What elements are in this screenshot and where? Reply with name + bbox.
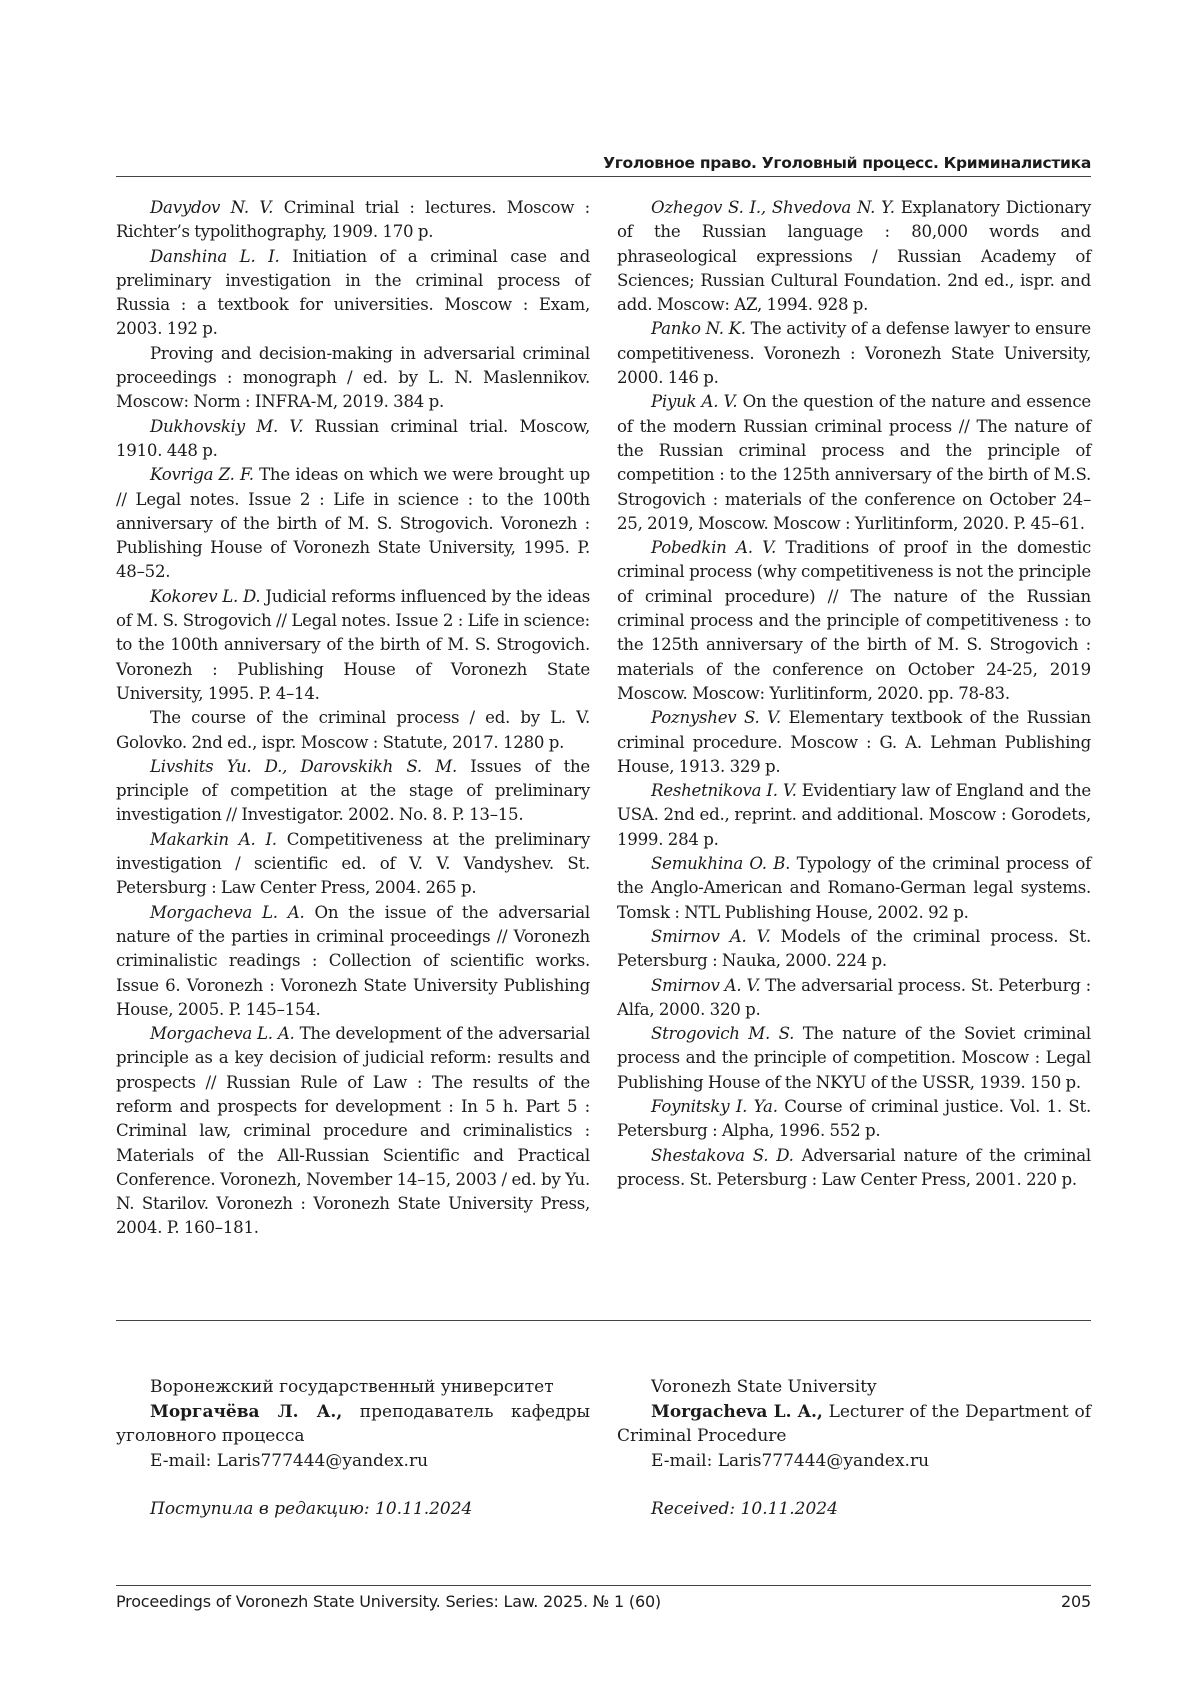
author-info [617, 1400, 1091, 1449]
affiliation-russian [116, 1375, 590, 1522]
reference-author: Morgacheva L. A. [150, 902, 305, 922]
reference-item [617, 1022, 1091, 1095]
author-position: Lecturer of the Department of Criminal Procedure [617, 1401, 1092, 1446]
reference-text: Traditions of proof in the domestic criminal process (why competitiveness is not the principle of criminal procedure) // The nature of the Russian criminal process and the principle of competitiveness : to the 125th anniversary of the birth of M. S. Strogovich : materials of the conference on October 24-25, 2019 Moscow. Moscow: Yurlitinform, 2020. pp. 78-83. [617, 538, 1091, 703]
reference-item [116, 706, 590, 755]
section-divider [116, 1320, 1091, 1321]
reference-item [617, 852, 1091, 925]
reference-text: The course of the criminal process / ed. by L. V. Golovko. 2nd ed., ispr. Moscow : Statute, 2017. 1280 p. [116, 708, 590, 752]
reference-text: Russian criminal trial. Moscow, 1910. 448 p. [116, 416, 590, 460]
reference-author: Dukhovskiy M. V. [150, 416, 304, 436]
reference-author: Poznyshev S. V. [651, 708, 781, 728]
university-name: Воронежский государственный университет [150, 1377, 554, 1397]
reference-text: Initiation of a criminal case and preliminary investigation in the criminal process of Russia : a textbook for universities. Moscow : Exam, 2003. 192 p. [116, 246, 590, 339]
reference-item [116, 1022, 590, 1241]
reference-text: Course of criminal justice. Vol. 1. St. Petersburg : Alpha, 1996. 552 p. [617, 1096, 1091, 1141]
reference-text: Issues of the principle of competition at the stage of preliminary investigation // Investigator. 2002. No. 8. P. 13–15. [116, 756, 590, 825]
reference-item [116, 828, 590, 901]
reference-author: Smirnov A. V. [651, 975, 761, 995]
reference-author: Piyuk A. V. [651, 392, 738, 412]
reference-text: The nature of the Soviet criminal process and the principle of competition. Moscow : Legal Publishing House of the NKYU of the USSR, 1939. 150 p. [617, 1024, 1091, 1092]
reference-text: Evidentiary law of England and the USA. 2nd ed., reprint. and additional. Moscow : Gorodets, 1999. 284 p. [617, 781, 1091, 849]
running-head: Уголовное право. Уголовный процесс. Криминалистика [116, 154, 1091, 177]
reference-item [617, 779, 1091, 852]
reference-text: The ideas on which we were brought up // Legal notes. Issue 2 : Life in science : to the 100th anniversary of the birth of M. S. Strogovich. Voronezh : Publishing House of Voronezh State University, 1995. P. 48–52. [116, 465, 590, 582]
journal-title: Proceedings of Voronezh State University. Series: Law. 2025. № 1 (60) [116, 1592, 661, 1611]
reference-author: Foynitsky I. Ya. [651, 1096, 778, 1116]
reference-item [617, 1144, 1091, 1193]
reference-text: The adversarial process. St. Peterburg : Alfa, 2000. 320 p. [617, 975, 1091, 1019]
reference-item [617, 706, 1091, 779]
author-affiliation [116, 1375, 1091, 1522]
reference-author: Kovriga Z. F. [150, 465, 254, 485]
reference-text: Elementary textbook of the Russian criminal procedure. Moscow : G. A. Lehman Publishing House, 1913. 329 p. [617, 708, 1091, 776]
reference-item [617, 317, 1091, 390]
reference-item [116, 755, 590, 828]
reference-item [617, 196, 1091, 317]
university-name: Voronezh State University [651, 1377, 877, 1397]
reference-author: Panko N. K. [651, 319, 746, 339]
author-position: преподаватель кафедры уголовного процесса [116, 1401, 590, 1446]
reference-text: On the issue of the adversarial nature of the parties in criminal proceedings // Voronezh criminalistic readings : Collection of scientific works. Issue 6. Voronezh : Voronezh State University Publishing House, 2005. P. 145–154. [116, 902, 590, 1019]
author-name: Morgacheva L. A., [651, 1401, 823, 1422]
author-email: E-mail: Laris777444@yandex.ru [150, 1450, 429, 1471]
reference-item [116, 415, 590, 464]
reference-text: The activity of a defense lawyer to ensure competitiveness. Voronezh : Voronezh State University, 2000. 146 p. [617, 319, 1091, 388]
reference-author: Semukhina O. B. [651, 854, 791, 874]
reference-author: Pobedkin A. V. [651, 538, 777, 558]
reference-author: Livshits Yu. D., Darovskikh S. M. [150, 756, 457, 776]
references [116, 196, 1091, 1241]
reference-text: Criminal trial : lectures. Moscow : Richter’s typolithography, 1909. 170 p. [116, 198, 590, 242]
reference-author: Reshetnikova I. V. [651, 781, 797, 801]
reference-text: Explanatory Dictionary of the Russian language : 80,000 words and phraseological expressions / Russian Academy of Sciences; Russian Cultural Foundation. 2nd ed., ispr. and add. Moscow: AZ, 1994. 928 p. [617, 198, 1091, 315]
affiliation-english [617, 1375, 1091, 1522]
reference-item [617, 974, 1091, 1023]
reference-author: Kokorev L. D. [150, 586, 261, 606]
reference-item [617, 1095, 1091, 1144]
page-footer [116, 1585, 1091, 1611]
reference-item [617, 925, 1091, 974]
reference-author: Ozhegov S. I., Shvedova N. Y. [651, 198, 895, 217]
page-number: 205 [1061, 1592, 1091, 1611]
reference-text: The development of the adversarial principle as a key decision of judicial reform: results and prospects // Russian Rule of Law : The results of the reform and prospects for development : In 5 h. Part 5 : Criminal law, criminal procedure and criminalistics : Materials of the All-Russian Scientific and Practical Conference. Voronezh, November 14–15, 2003 / ed. by Yu. N. Starilov. Voronezh : Voronezh State University Press, 2004. P. 160–181. [116, 1024, 590, 1238]
reference-item [116, 196, 590, 245]
author-name: Моргачёва Л. А., [150, 1401, 343, 1422]
reference-text: Competitiveness at the preliminary investigation / scientific ed. of V. V. Vandyshev. St. Petersburg : Law Center Press, 2004. 265 p. [116, 829, 590, 898]
reference-text: On the question of the nature and essence of the modern Russian criminal process // The nature of the Russian criminal process and the principle of competition : to the 125th anniversary of the birth of M.S. Strogovich : materials of the conference on October 24–25, 2019, Moscow. Moscow : Yurlitinform, 2020. P. 45–61. [617, 392, 1091, 533]
reference-item [116, 585, 590, 706]
reference-item [617, 390, 1091, 536]
reference-item [116, 901, 590, 1022]
reference-author: Shestakova S. D. [651, 1145, 794, 1165]
reference-author: Danshina L. I. [150, 246, 280, 266]
author-email: E-mail: Laris777444@yandex.ru [651, 1450, 930, 1471]
reference-author: Davydov N. V. [150, 198, 274, 217]
reference-author: Smirnov A. V. [651, 926, 771, 946]
references-left-column [116, 196, 590, 1241]
reference-item [617, 536, 1091, 706]
references-right-column [617, 196, 1091, 1241]
received-date: Received: 10.11.2024 [651, 1499, 838, 1519]
reference-item [116, 463, 590, 584]
reference-author: Strogovich M. S. [651, 1024, 795, 1044]
received-date: Поступила в редакцию: 10.11.2024 [150, 1499, 473, 1519]
reference-author: Makarkin A. I. [150, 829, 277, 849]
reference-author: Morgacheva L. A. [150, 1024, 295, 1044]
reference-text: Proving and decision-making in adversarial criminal proceedings : monograph / ed. by L. N. Maslennikov. Moscow: Norm : INFRA-M, 2019. 384 p. [116, 343, 590, 412]
reference-text: Judicial reforms influenced by the ideas of M. S. Strogovich // Legal notes. Issue 2 : Life in science: to the 100th anniversary of the birth of M. S. Strogovich. Voronezh : Publishing House of Voronezh State University, 1995. P. 4–14. [116, 586, 590, 703]
reference-item [116, 245, 590, 342]
author-info [116, 1400, 590, 1449]
reference-text: Typology of the criminal process of the Anglo-American and Romano-German legal systems. Tomsk : NTL Publishing House, 2002. 92 p. [617, 854, 1091, 922]
reference-text: Models of the criminal process. St. Petersburg : Nauka, 2000. 224 p. [617, 926, 1091, 971]
reference-item [116, 342, 590, 415]
reference-text: Adversarial nature of the criminal process. St. Petersburg : Law Center Press, 2001. 220 p. [617, 1145, 1091, 1189]
